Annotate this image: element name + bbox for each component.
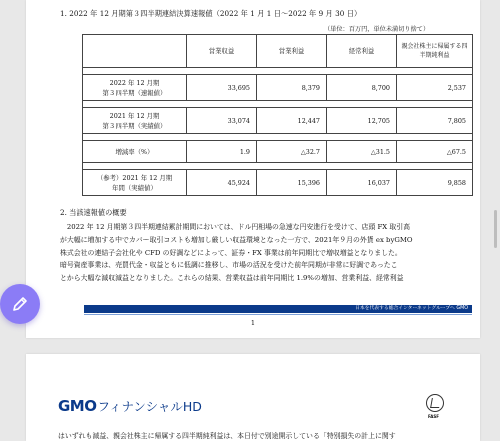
table-cell: 1.9 bbox=[187, 141, 257, 163]
paragraph-line: 暗号資産事業は、売買代金・収益ともに低調に推移し、市場の活況を受けた前年同期が非常に好調であったこ bbox=[60, 261, 398, 270]
column-header: 営業利益 bbox=[257, 35, 327, 68]
earnings-table bbox=[82, 34, 473, 196]
company-logo bbox=[58, 396, 202, 415]
table-cell: △32.7 bbox=[257, 141, 327, 163]
logo-name-text: フィナンシャルHD bbox=[97, 399, 202, 414]
table-cell: 2,537 bbox=[397, 75, 473, 101]
column-header: 親会社株主に帰属する四半期純利益 bbox=[397, 35, 473, 68]
column-header: 経常利益 bbox=[327, 35, 397, 68]
table-cell: 33,074 bbox=[187, 108, 257, 134]
table-cell: △31.5 bbox=[327, 141, 397, 163]
fasf-emblem-icon bbox=[426, 394, 444, 412]
footer-banner: 日本を代表する総合インターネットグループへ GMO bbox=[84, 305, 472, 313]
unit-note: （単位：百万円，単位未満切り捨て） bbox=[324, 26, 430, 33]
row-label: 2022 年 12 月期 第３四半期（速報値） bbox=[83, 75, 187, 101]
paragraph-line: 2022 年 12 月期第３四半期連結累計期間においては、ドル円相場の急速な円安進行を受けて、店頭 FX 取引高 bbox=[60, 223, 410, 231]
row-label: 増減率（%） bbox=[83, 141, 187, 163]
report-heading: 1. 2022 年 12 月期第３四半期連結決算速報値（2022 年 1 月 1 日〜2022 年 9 月 30 日） bbox=[60, 9, 362, 18]
table-corner-cell bbox=[83, 35, 187, 68]
paragraph-line: 株式会社の連結子会社化や CFD の好調などによって、証券・FX 事業は前年同期比で増収増益となりました。 bbox=[60, 248, 402, 257]
table-row bbox=[83, 170, 473, 196]
annotate-button[interactable] bbox=[0, 284, 40, 324]
table-cell: 8,379 bbox=[257, 75, 327, 101]
paragraph-line: とから大幅な減収減益となりました。これらの結果、営業収益は前年同期比 1.9%の増加、営業利益、経常利益 bbox=[60, 274, 404, 283]
logo-gmo-text: GMO bbox=[58, 397, 97, 415]
table-cell: △67.5 bbox=[397, 141, 473, 163]
table-cell: 15,396 bbox=[257, 170, 327, 196]
document-page-2 bbox=[26, 354, 480, 441]
table-cell: 9,858 bbox=[397, 170, 473, 196]
section-title: 2. 当該速報値の概要 bbox=[60, 208, 127, 217]
summary-paragraph bbox=[60, 221, 470, 285]
table-cell: 12,447 bbox=[257, 108, 327, 134]
table-cell: 16,037 bbox=[327, 170, 397, 196]
column-header: 営業収益 bbox=[187, 35, 257, 68]
scrollbar-thumb[interactable] bbox=[494, 210, 497, 248]
document-page-1 bbox=[26, 0, 480, 338]
footer-divider bbox=[84, 314, 472, 315]
table-cell: 12,705 bbox=[327, 108, 397, 134]
page-number: 1 bbox=[250, 319, 256, 327]
row-label: 2021 年 12 月期 第３四半期（実績値） bbox=[83, 108, 187, 134]
table-row bbox=[83, 75, 473, 101]
table-cell: 8,700 bbox=[327, 75, 397, 101]
paragraph-line: が大幅に増加する中でカバー取引コストも増加し厳しい収益環境となった一方で、2021年９月の外貨 ex byGMO bbox=[60, 235, 413, 244]
table-cell: 33,695 bbox=[187, 75, 257, 101]
emblem-label: FASF bbox=[428, 414, 439, 419]
pencil-icon bbox=[10, 294, 30, 314]
table-cell: 7,805 bbox=[397, 108, 473, 134]
table-header-row bbox=[83, 35, 473, 68]
paragraph-line: はいずれも減益、親会社株主に帰属する四半期純利益は、本日付で別途開示している「特別損失の計上に関す bbox=[58, 432, 396, 440]
table-row bbox=[83, 141, 473, 163]
table-cell: 45,924 bbox=[187, 170, 257, 196]
table-row bbox=[83, 108, 473, 134]
row-label: （参考）2021 年 12 月期 年間（実績値） bbox=[83, 170, 187, 196]
